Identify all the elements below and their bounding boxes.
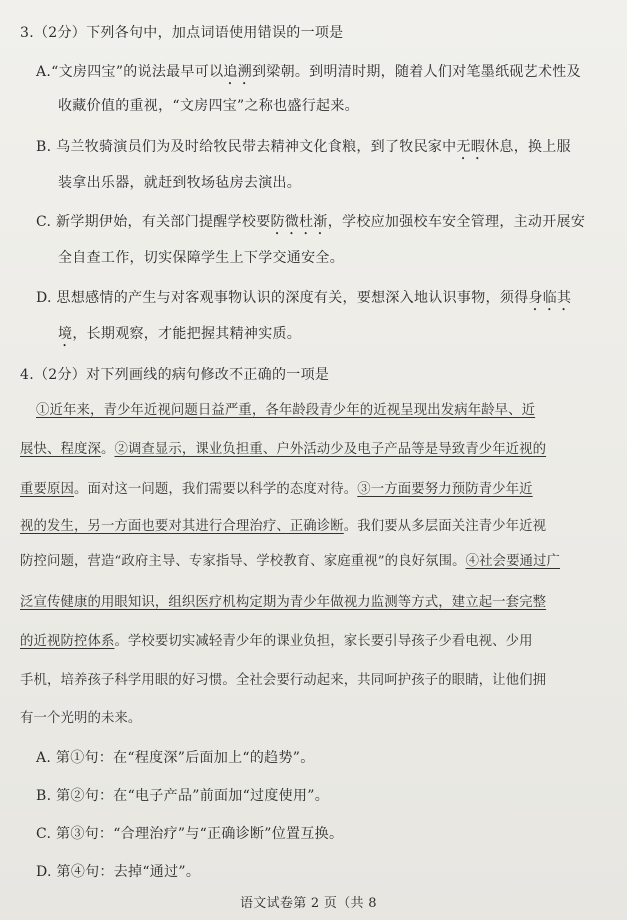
q3-a-text-cont: 到梁朝。到明清时期，随着人们对笔墨纸砚艺术性及	[251, 64, 581, 80]
underlined-sentence-2-cont: 重要原因	[20, 482, 74, 497]
passage-line-8: 手机，培养孩子科学用眼的好习惯。全社会要行动起来，共同呵护孩子的眼睛，让他们拥	[20, 673, 547, 688]
q3-d-text-cont: ，长期观察，才能把握其精神实质。	[72, 326, 302, 342]
q3-option-d-line2	[58, 325, 301, 350]
q4-option-a: A. 第①句：在“程度深”后面加上“的趋势”。	[36, 750, 315, 766]
passage-text: 。学校要切实减轻青少年的课业负担，家长要引导孩子少看电视、少用	[114, 634, 533, 649]
passage-line-2	[20, 441, 546, 459]
q3-d-dotted-word-cont: 境	[58, 326, 73, 342]
passage-line-6	[20, 594, 546, 612]
passage-line-4	[20, 518, 546, 536]
underlined-sentence-4-end: ，建立起一套完整	[438, 595, 547, 610]
q3-b-text-cont: 休息，换上服	[485, 139, 571, 155]
q3-b-text: B. 乌兰牧骑演员们为及时给牧民带去精神文化食粮，到了牧民家中	[36, 139, 457, 155]
passage-text: 。面对这一问题，我们需要以科学的态度对待。	[73, 482, 358, 497]
passage-line-1	[20, 402, 535, 420]
q3-b-dotted-word: 无暇	[456, 139, 486, 155]
q3-c-dotted-word: 防微杜渐	[270, 214, 328, 230]
passage-line-7	[20, 633, 533, 651]
passage-text: 防控问题，营造“政府主导、专家指导、学校教育、家庭重视”的良好氛围。	[20, 554, 466, 569]
q3-option-a-line1	[36, 63, 581, 88]
q3-option-d-line1	[36, 289, 571, 314]
q3-c-text: C. 新学期伊始，有关部门提醒学校要	[36, 214, 271, 230]
underlined-sentence-4: ④社会要通过广	[465, 554, 561, 569]
underlined-sentence-3: ③一方面要努力预防青少年近	[357, 482, 533, 497]
underlined-sentence-1-cont: 展快、程度深	[20, 442, 101, 457]
q3-option-b-line2: 装拿出乐器，就赶到牧场毡房去演出。	[58, 175, 302, 191]
q3-option-c-line1	[36, 213, 585, 238]
page-footer: 语文试卷第 2 页（共 8	[240, 896, 377, 911]
q3-a-dotted-word: 追溯	[223, 64, 252, 80]
question-4-stem: 4.（2分）对下列画线的病句修改不正确的一项是	[20, 367, 330, 383]
underlined-sentence-1: ①近年来，青少年近视问题日益严重，各年龄段青少年的近视呈现出发病年龄早、近	[36, 403, 536, 418]
underlined-sentence-2: ②调查显示，课业负担重、户外活动少及电子产品等是导致青少年近视的	[114, 442, 547, 457]
q3-option-c-line2: 全自查工作，切实保障学生上下学交通安全。	[58, 250, 344, 266]
underlined-sentence-4-tail: 的近视防控体系	[20, 634, 115, 649]
q3-option-b-line1	[36, 138, 571, 163]
passage-line-5	[20, 553, 560, 571]
passage-line-3	[20, 481, 533, 499]
q4-option-b: B. 第②句：在“电子产品”前面加“过度使用”。	[36, 788, 330, 804]
question-3-stem: 3.（2分）下列各句中，加点词语使用错误的一项是	[20, 25, 344, 41]
q3-c-text-cont: ，学校应加强校车安全管理，主动开展安	[327, 214, 586, 230]
passage-text: 。	[100, 442, 115, 457]
q3-option-a-line2: 收藏价值的重视，“文房四宝”之称也盛行起来。	[58, 98, 359, 114]
passage-line-9: 有一个光明的未来。	[20, 711, 142, 726]
q3-d-text: D. 思想感情的产生与对客观事物认识的深度有关，要想深入地认识事物，须得	[36, 290, 529, 306]
q3-d-dotted-word: 身临其	[528, 290, 572, 306]
q4-option-c: C. 第③句：“合理治疗”与“正确诊断”位置互换。	[36, 826, 344, 842]
q3-a-text: A.“文房四宝”的说法最早可以	[36, 64, 224, 80]
underlined-sentence-4-cont: 泛宣传健康的用眼知识，组织医疗机构定期为青少年做视力监测等方式	[20, 595, 439, 610]
q4-option-d: D. 第④句：去掉“通过”。	[36, 864, 201, 880]
underlined-sentence-3-cont: 视的发生，另一方面也要对其进行合理治疗、正确诊断	[20, 519, 344, 534]
passage-text: 。我们要从多层面关注青少年近视	[343, 519, 547, 534]
